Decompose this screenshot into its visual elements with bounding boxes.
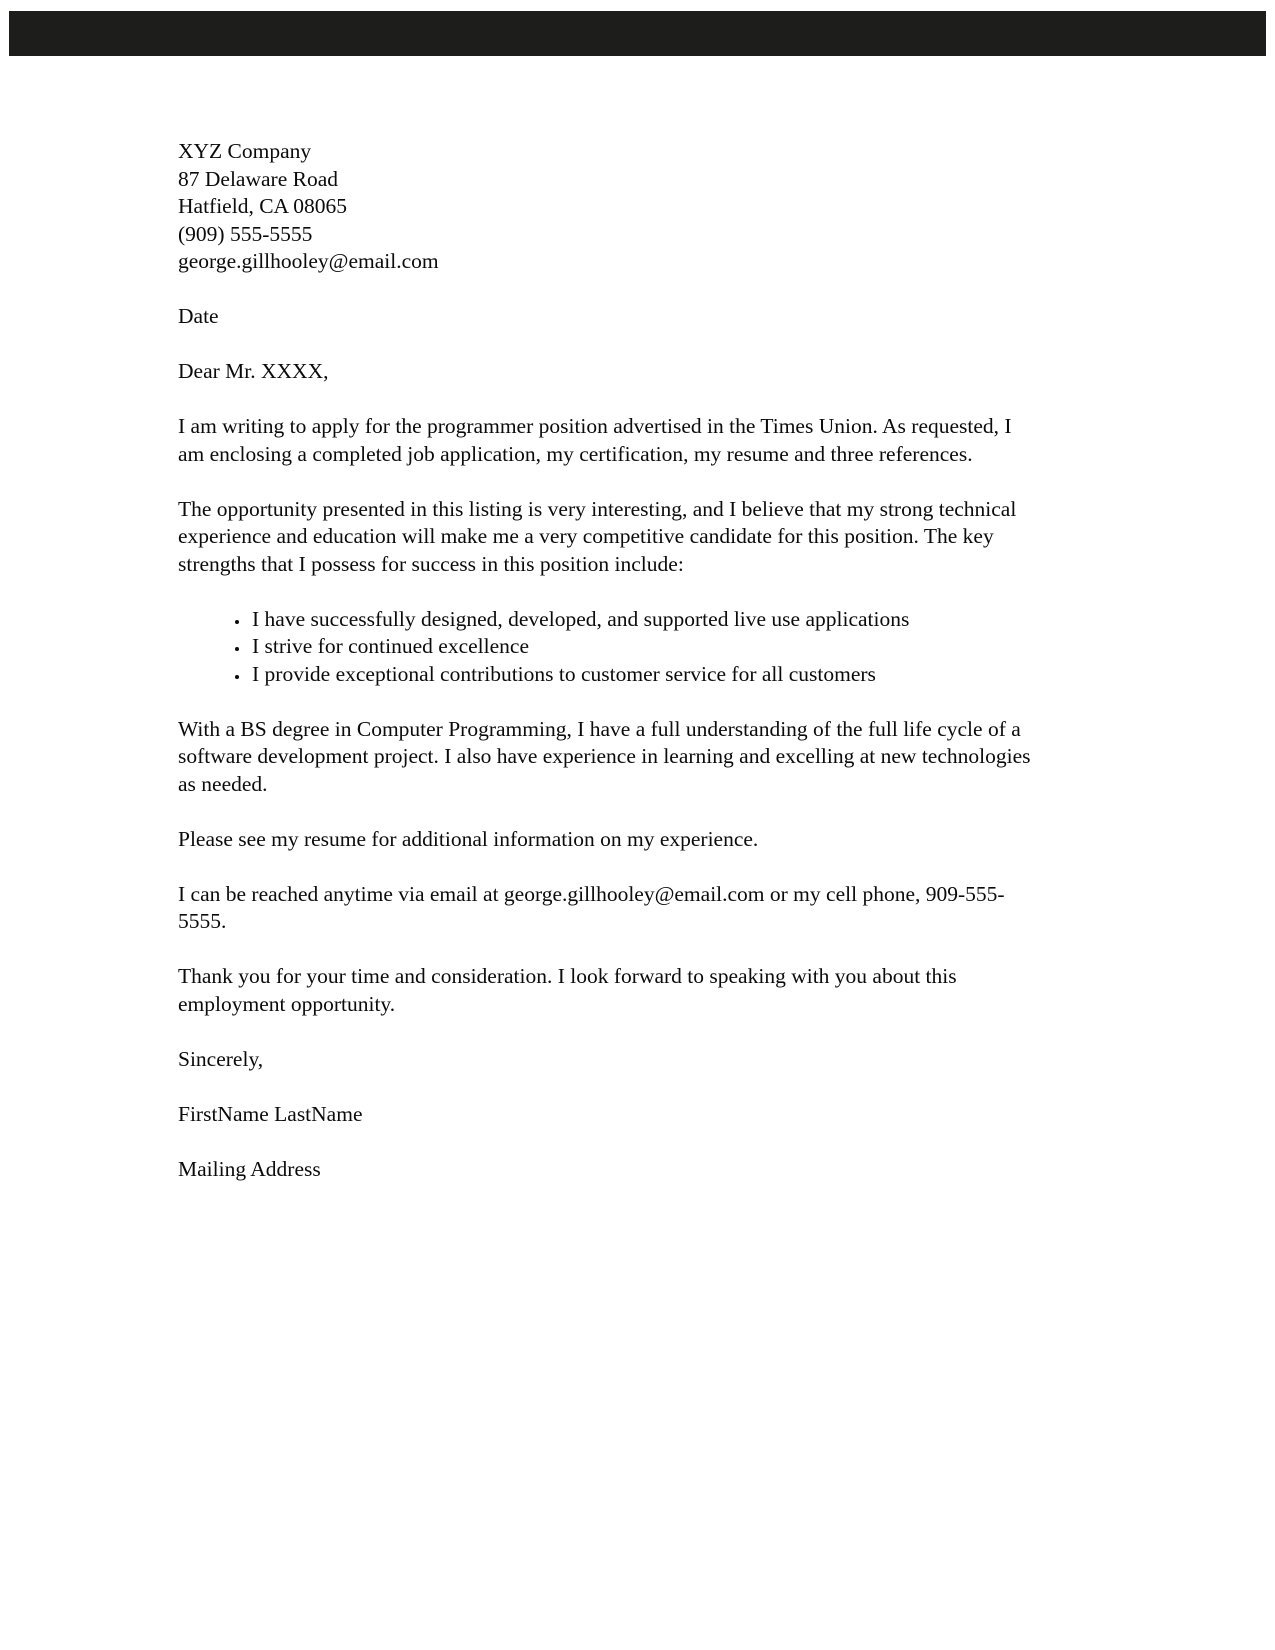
bullet-item: • I have successfully designed, developed, and supported live use applications bbox=[250, 606, 1033, 634]
paragraph-opportunity bbox=[178, 496, 1033, 579]
sender-email: george.gillhooley@email.com bbox=[178, 249, 439, 273]
paragraph-text: I am writing to apply for the programmer position advertised in the Times Union. As requested, I am enclosing a completed job application, my certification, my resume and three references. bbox=[178, 414, 1012, 466]
paragraph-text: Please see my resume for additional information on my experience. bbox=[178, 826, 759, 851]
paragraph-contact bbox=[178, 881, 1033, 936]
top-border-bar bbox=[9, 11, 1266, 56]
signature-name-block bbox=[178, 1101, 1033, 1129]
paragraph-text: Thank you for your time and consideration. I look forward to speaking with you about this employment opportunity. bbox=[178, 964, 957, 1016]
cover-letter bbox=[178, 138, 1033, 1211]
date-label: Date bbox=[178, 304, 219, 328]
sender-street: 87 Delaware Road bbox=[178, 166, 338, 191]
paragraph-text: I can be reached anytime via email at george.gillhooley@email.com or my cell phone, 909-555-5555. bbox=[178, 881, 1005, 933]
paragraph-degree bbox=[178, 716, 1033, 799]
strengths-bullet-list bbox=[178, 606, 1033, 689]
signature-address-block bbox=[178, 1156, 1033, 1184]
paragraph-thanks bbox=[178, 963, 1033, 1018]
signature-address: Mailing Address bbox=[178, 1156, 321, 1181]
bullet-item: • I provide exceptional contributions to customer service for all customers bbox=[250, 661, 1033, 689]
valediction: Sincerely, bbox=[178, 1046, 264, 1071]
sender-address-block bbox=[178, 138, 1033, 276]
salutation-block bbox=[178, 358, 1033, 386]
bullet-item: • I strive for continued excellence bbox=[250, 633, 1033, 661]
sender-city: Hatfield, CA 08065 bbox=[178, 194, 347, 218]
paragraph-text: With a BS degree in Computer Programming, I have a full understanding of the full life cycle of a software development project. I also have experience in learning and excelling at new technologies as needed. bbox=[178, 716, 1031, 796]
date-block bbox=[178, 303, 1033, 331]
paragraph-text: The opportunity presented in this listing is very interesting, and I believe that my strong technical experience and education will make me a very competitive candidate for this position. The key strengths that I possess for success in this position include: bbox=[178, 496, 1017, 576]
valediction-block bbox=[178, 1046, 1033, 1074]
signature-name: FirstName LastName bbox=[178, 1101, 363, 1126]
sender-phone: (909) 555-5555 bbox=[178, 221, 313, 246]
paragraph-resume bbox=[178, 826, 1033, 854]
sender-company: XYZ Company bbox=[178, 139, 312, 163]
paragraph-intro bbox=[178, 413, 1033, 468]
salutation: Dear Mr. XXXX, bbox=[178, 359, 329, 383]
